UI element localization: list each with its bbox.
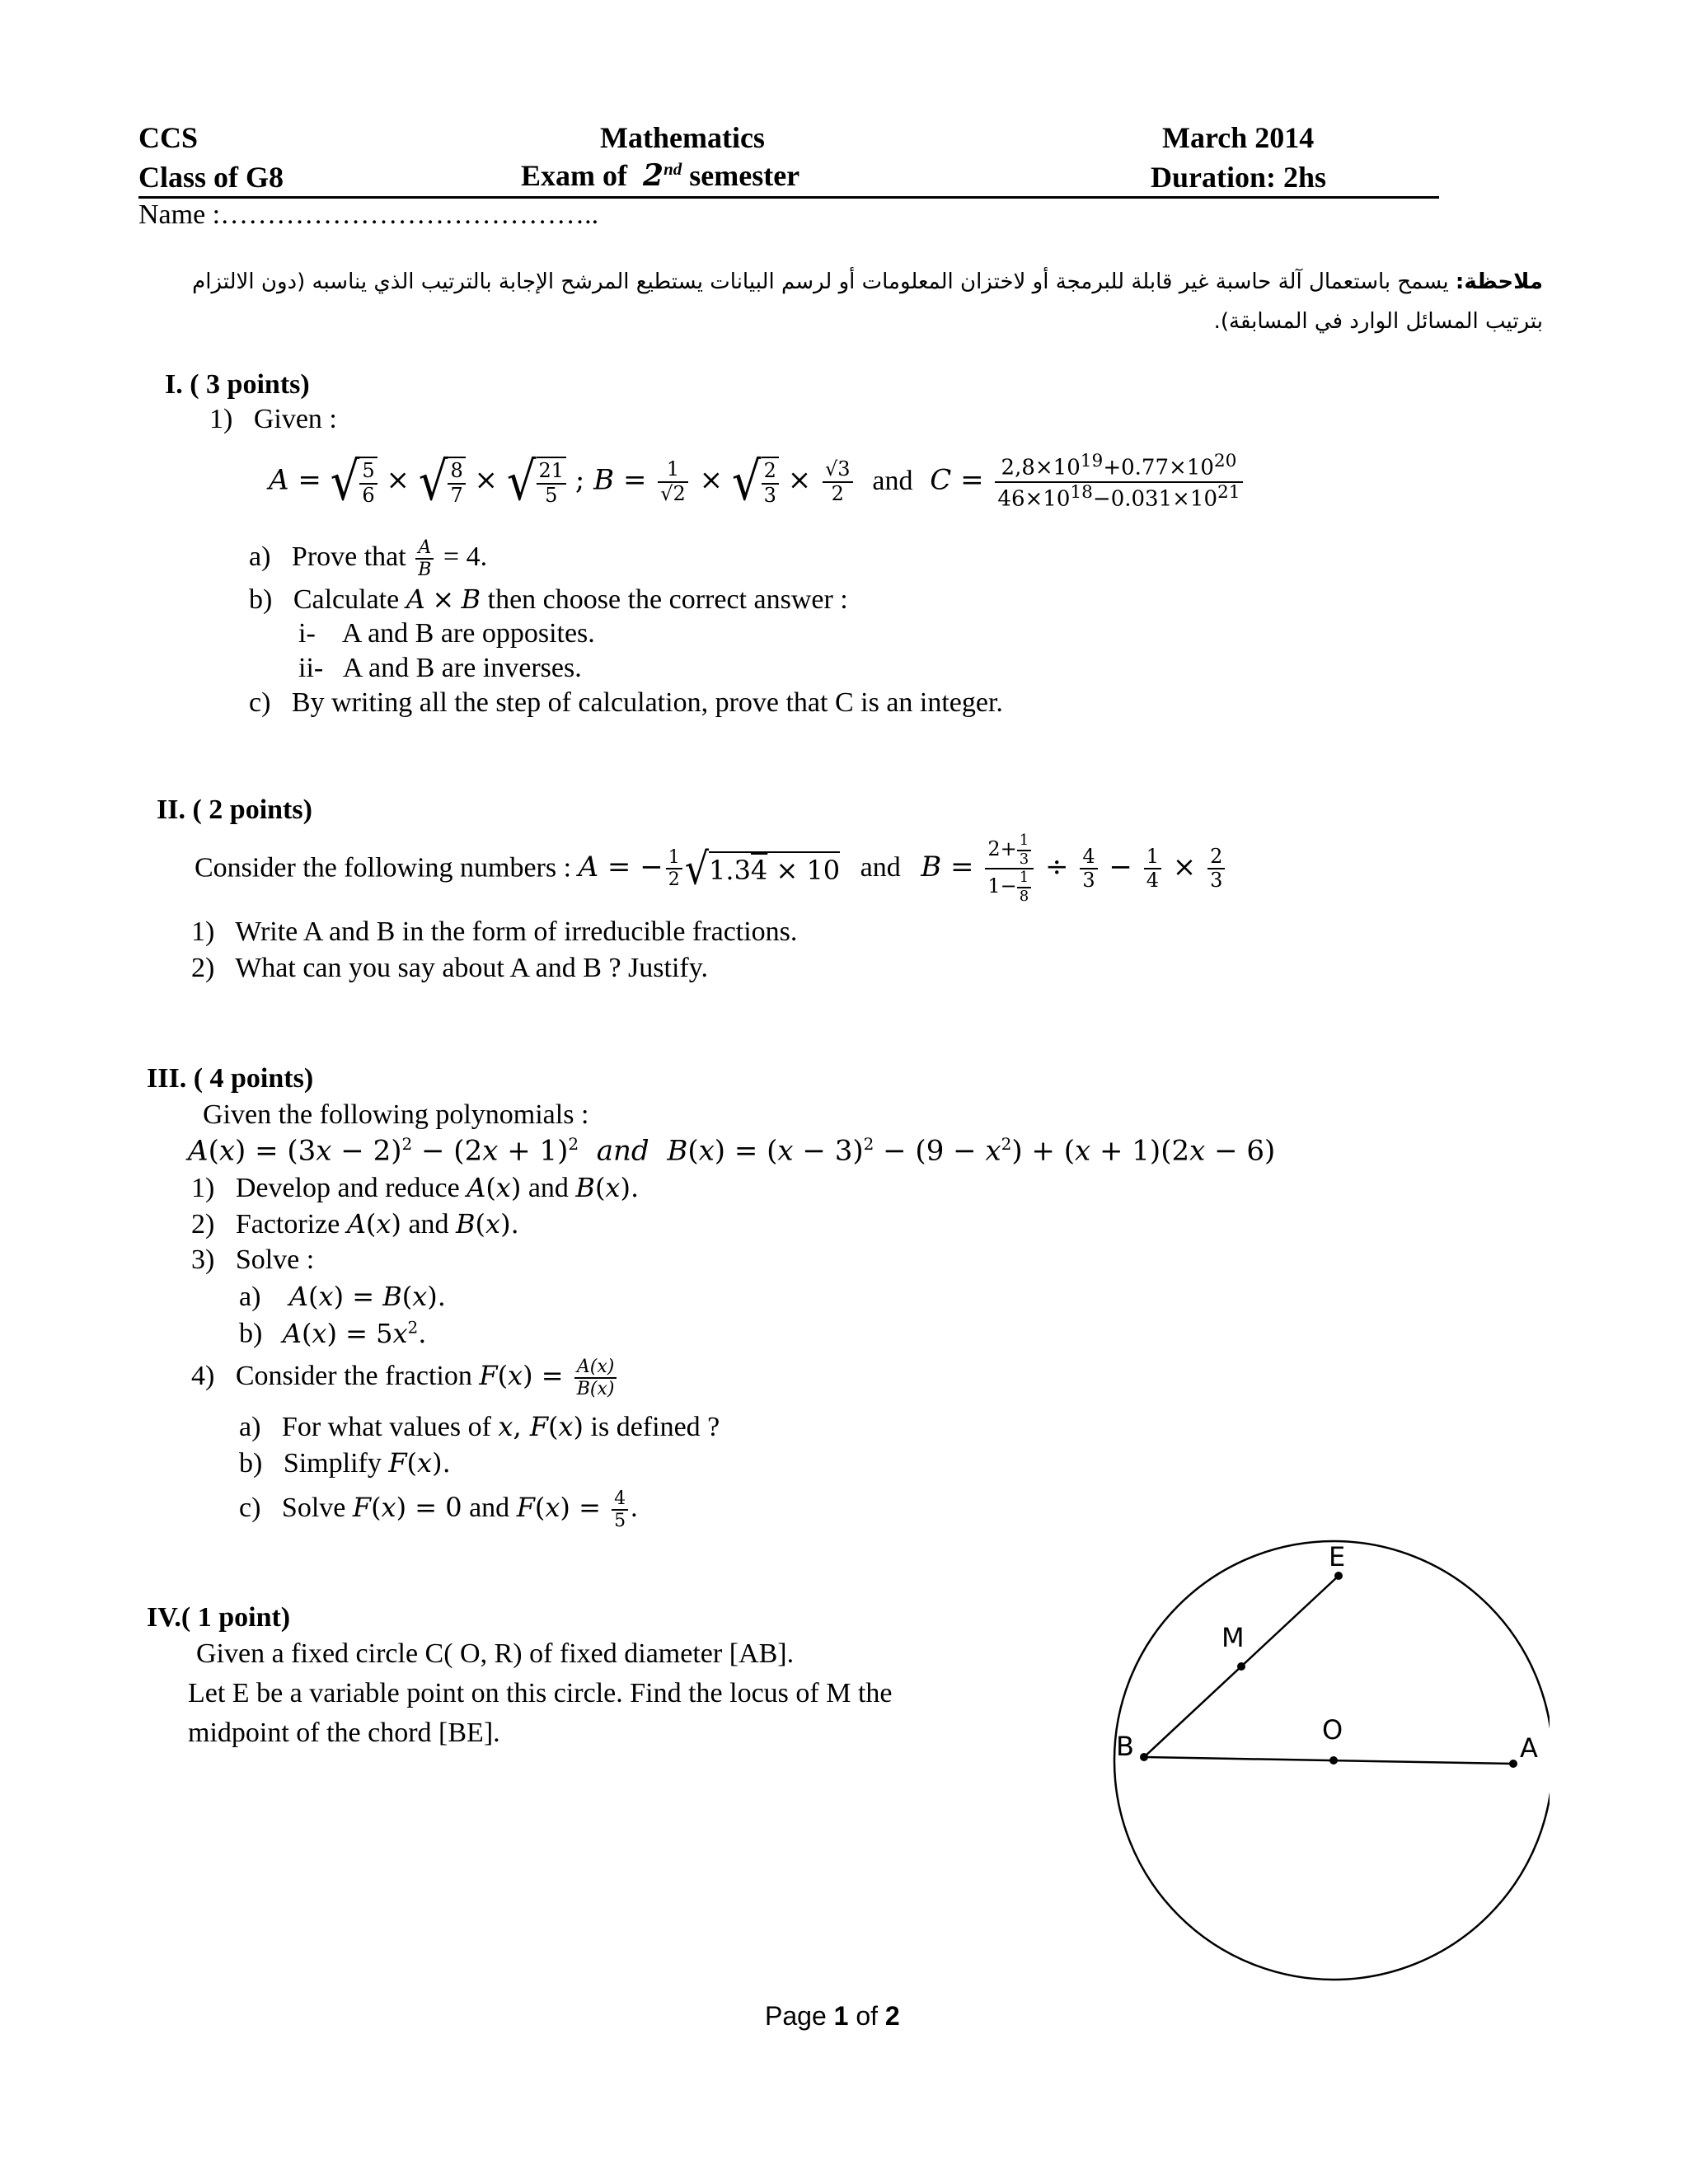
footer-total-pages: 2 (884, 2001, 900, 2031)
point-b (1140, 1753, 1148, 1761)
part3-q1-label: 1) Develop and reduce (191, 1173, 460, 1203)
part3-q4a: a) For what values of x, F(x) is defined ? (239, 1411, 720, 1442)
note-text: يسمح باستعمال آلة حاسبة غير قابلة للبرمجة أو لاختزان المعلومات أو لرسم البيانات يستطيع المرشح الإجابة بالترتيب الذي يناسبه (دون الالتزام بترتيب المسائل الوارد في المسابقة). (192, 269, 1543, 334)
part1-b-label: b) Calculate (249, 584, 400, 615)
part2-title: II. ( 2 points) (157, 794, 312, 825)
label-b: B (1116, 1731, 1134, 1762)
part4-line2: Let E be a variable point on this circle. Find the locus of M the (188, 1678, 893, 1708)
label-o: O (1322, 1714, 1343, 1746)
part4-line3: midpoint of the chord [BE]. (188, 1718, 500, 1748)
part3-q2: 2) Factorize A(x) and B(x). (191, 1208, 519, 1240)
header-rule (138, 196, 1439, 199)
page-footer (765, 2001, 900, 2032)
name-line: Name :………………………………….. (138, 199, 599, 230)
part2-expression: Consider the following numbers : A = − $\frac{1}{2}$ √1.34 × 10 and B = 2+ $\frac{1}{3}$ 1− $\frac{1}{8}$ ÷ $\frac{4}{3}$ − $\frac{1}{4}$ × $\frac{2}{3}$ (195, 832, 1227, 906)
label-a: A (1520, 1732, 1538, 1764)
part1-given: 1) Given : (209, 404, 337, 434)
part2-intro: Consider the following numbers : (195, 852, 572, 883)
part3-q4a-label: a) For what values of (239, 1412, 491, 1442)
part3-q4-label: 4) Consider the fraction (191, 1361, 472, 1392)
part2-q2: 2) What can you say about A and B ? Justify. (191, 953, 709, 983)
part3-q4a-tail: is defined ? (590, 1412, 720, 1442)
label-m: M (1221, 1622, 1245, 1653)
part1-b-tail: then choose the correct answer : (487, 584, 848, 615)
part3-q1: 1) Develop and reduce A(x) and B(x). (191, 1172, 640, 1203)
exam-duration: Duration: 2hs (1151, 161, 1327, 194)
part3-q4c: c) Solve F(x) = 0 and F(x) = $\frac{4}{5}$ . (239, 1488, 638, 1532)
part2-q1: 1) Write A and B in the form of irreducible fractions. (191, 916, 798, 947)
part4-line1: Given a fixed circle C( O, R) of fixed diameter [AB]. (196, 1638, 795, 1669)
part1-option-ii: ii- A and B are inverses. (298, 653, 582, 683)
exam-title (521, 158, 799, 193)
note-label: ملاحظة: (1455, 269, 1543, 294)
footer-of-word: of (856, 2001, 878, 2031)
part1-and: and (872, 465, 913, 496)
part1-question-b: b) Calculate A × B then choose the correct answer : (249, 583, 848, 615)
part1-title: I. ( 3 points) (165, 369, 310, 400)
point-a (1509, 1760, 1517, 1768)
part3-q4b: b) Simplify F(x). (239, 1447, 451, 1479)
part3-intro: Given the following polynomials : (203, 1099, 589, 1130)
part3-q2-label: 2) Factorize (191, 1209, 340, 1240)
exam-date: March 2014 (1162, 121, 1315, 154)
part3-q3b-label: b) (239, 1318, 263, 1349)
part1-option-i: i- A and B are opposites. (298, 618, 595, 649)
part1-expression: A = √ $\frac{5}{6}$ × √ $\frac{8}{7}$ × √ $\frac{21}{5}$ ; B = $\frac{1}{√2}$ × √ $\frac{2}{3}$ × $\frac{√3}{2}$ and C = $\frac{2,8\times 10^{19}+0.77\times 10^{20}}{46\times 10^{18}-0.031\times 10^{21}}$ (269, 452, 1245, 512)
part3-q3a-label: a) (239, 1282, 261, 1312)
exam-ordinal-sup: nd (663, 159, 682, 179)
part1-a-tail: = 4. (443, 541, 488, 573)
part3-q4c-label: c) Solve (239, 1493, 346, 1524)
part1-question-c: c) By writing all the step of calculation, prove that C is an integer. (249, 687, 1003, 718)
point-o (1329, 1756, 1338, 1765)
part3-q2-and: and (408, 1209, 449, 1240)
exam-ordinal: 2 (643, 158, 664, 193)
exam-prefix: Exam of (521, 159, 627, 192)
part3-title: III. ( 4 points) (147, 1063, 314, 1094)
point-m (1237, 1662, 1245, 1671)
part3-q3: 3) Solve : (191, 1244, 315, 1275)
circle-figure (1104, 1533, 1550, 1994)
class-name: Class of G8 (138, 161, 284, 194)
part3-q4: 4) Consider the fraction F(x) = $\frac{A(x)}{B(x)}$ (191, 1357, 619, 1400)
part3-q3a: a) A(x) = B(x). (239, 1281, 446, 1312)
arabic-note (165, 262, 1543, 341)
part3-q3b: b) $A(x) = 5x^2$. (239, 1317, 427, 1349)
footer-page-word: Page (765, 2001, 827, 2031)
exam-suffix: semester (689, 159, 800, 192)
part3-q4c-and: and (469, 1493, 510, 1524)
point-e (1334, 1572, 1343, 1580)
school-name: CCS (138, 121, 199, 154)
part1-question-a: a) Prove that $\frac{A}{B}$ = 4. (249, 537, 488, 581)
part4-title: IV.( 1 point) (147, 1602, 291, 1633)
part2-and: and (860, 852, 901, 883)
footer-current-page: 1 (833, 2001, 849, 2031)
subject: Mathematics (600, 121, 765, 154)
part3-polynomials: $A(x) = (3x - 2)^2 - (2x + 1)^2$ and $B(x) = (x - 3)^2 - (9 - x^2) + (x + 1)(2x - 6)$ (188, 1134, 1276, 1168)
part1-a-label: a) Prove that (249, 541, 406, 573)
label-e: E (1329, 1541, 1346, 1572)
part3-q1-and: and (528, 1173, 569, 1203)
part3-q4b-label: b) Simplify (239, 1448, 382, 1479)
diameter-ab (1144, 1757, 1513, 1764)
